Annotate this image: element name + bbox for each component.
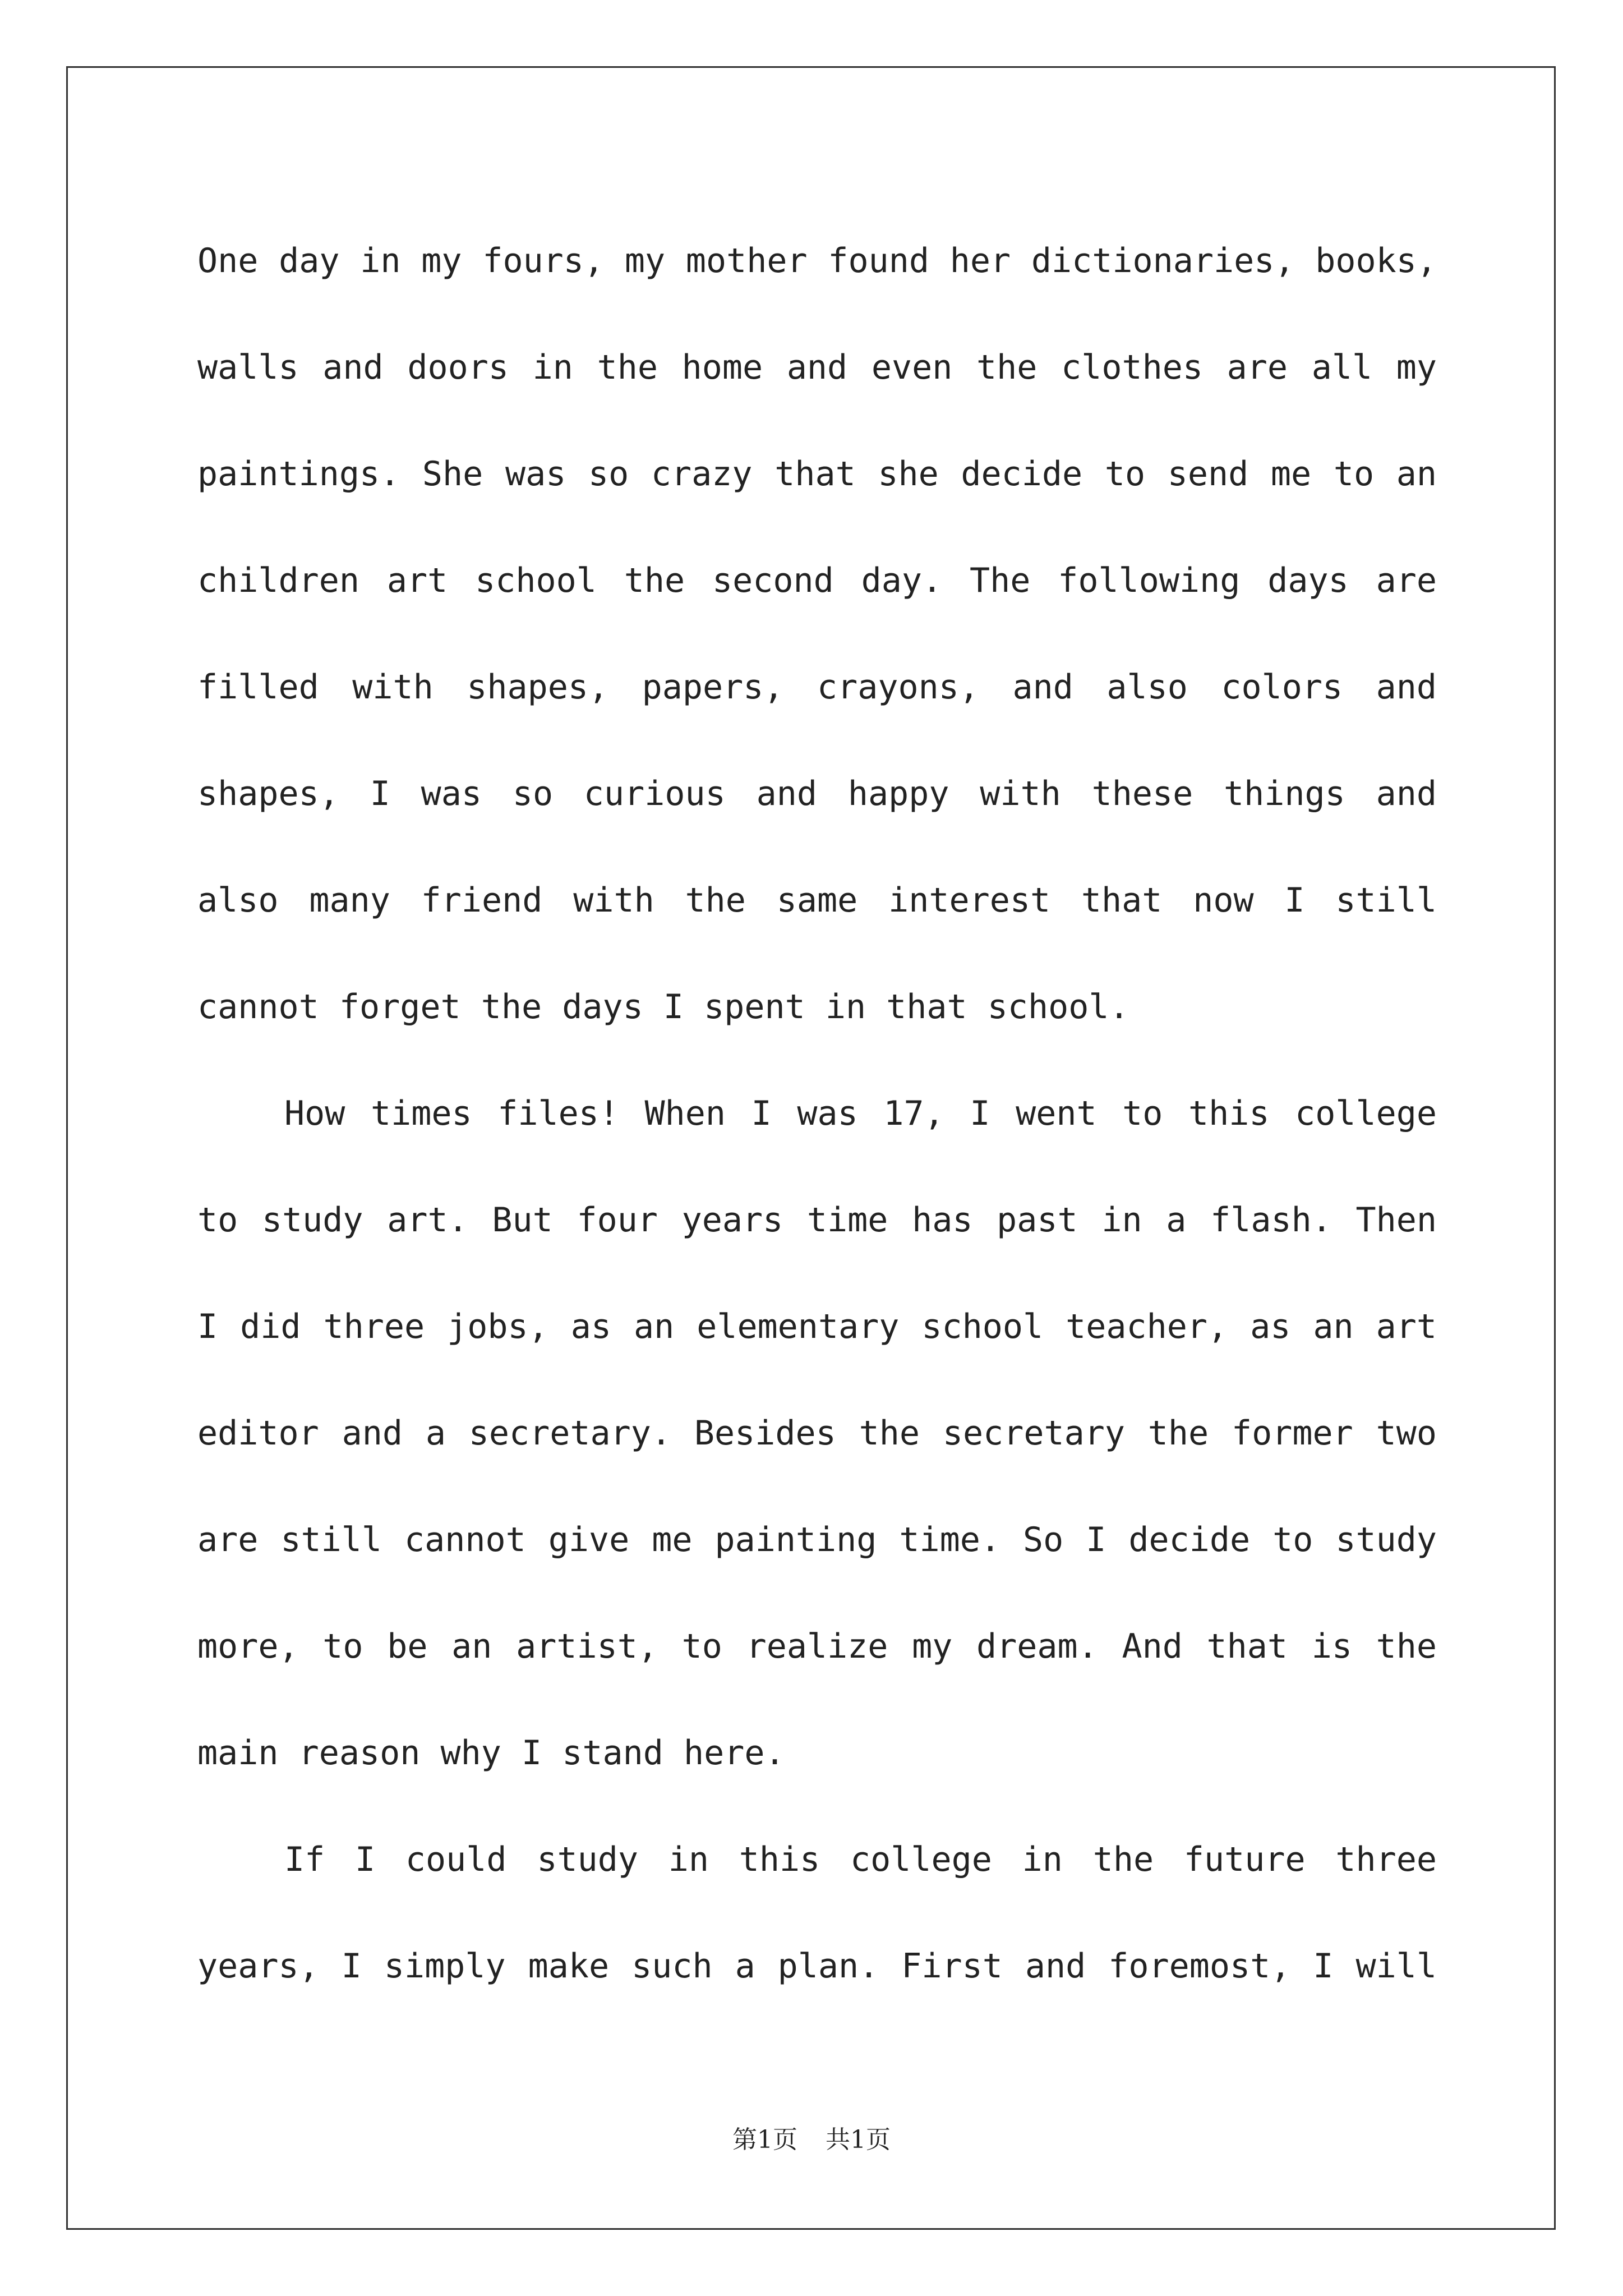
text-line: also many friend with the same interest that now I still xyxy=(197,881,1437,920)
page-number: 第1页 xyxy=(732,2125,797,2154)
text-line: paintings. She was so crazy that she decide to send me to an xyxy=(197,454,1437,494)
text-line: cannot forget the days I spent in that school. xyxy=(197,987,1129,1027)
page-total: 共1页 xyxy=(826,2125,891,2154)
text-line: If I could study in this college in the future three xyxy=(284,1840,1437,1879)
text-line: filled with shapes, papers, crayons, and also colors and xyxy=(197,668,1437,707)
text-line: years, I simply make such a plan. First and foremost, I will xyxy=(197,1947,1437,1986)
text-line: children art school the second day. The following days are xyxy=(197,561,1437,600)
text-line: How times files! When I was 17, I went to this college xyxy=(284,1094,1437,1133)
text-line: editor and a secretary. Besides the secretary the former two xyxy=(197,1414,1437,1453)
document-body xyxy=(197,208,1437,2019)
text-line: shapes, I was so curious and happy with these things and xyxy=(197,774,1437,813)
text-line: main reason why I stand here. xyxy=(197,1733,785,1773)
text-line: to study art. But four years time has past in a flash. Then xyxy=(197,1200,1437,1240)
text-line: are still cannot give me painting time. So I decide to study xyxy=(197,1520,1437,1559)
text-line: more, to be an artist, to realize my dream. And that is the xyxy=(197,1627,1437,1666)
page-footer xyxy=(0,2119,1623,2155)
text-line: walls and doors in the home and even the clothes are all my xyxy=(197,348,1437,387)
text-line: I did three jobs, as an elementary school teacher, as an art xyxy=(197,1307,1437,1346)
text-line: One day in my fours, my mother found her dictionaries, books, xyxy=(197,241,1437,280)
